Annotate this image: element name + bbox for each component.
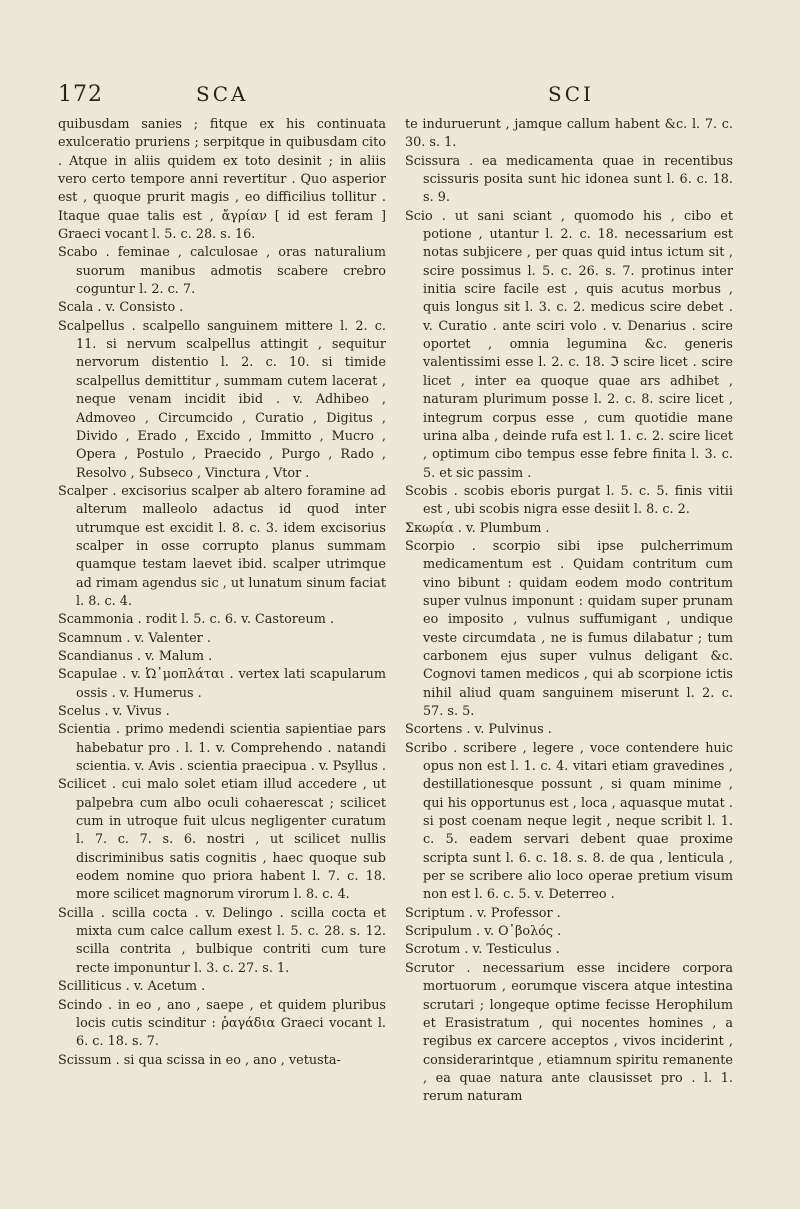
continuation-text: quibusdam sanies ; fitque ex his continuata exulceratio pruriens ; serpitque in quibusdam cito . Atque in aliis quidem ex toto desinit ; in aliis vero certo tempore anni revertitur . Quo asperior est , quoque prurit magis , eo difficilius tollitur . Itaque quae talis est , ἄγρίαν [ id est feram ] Graeci vocant l. 5. c. 28. s. 16. <box>58 117 386 243</box>
entry-scammonia: Scammonia . rodit l. 5. c. 6. v. Castoreum . <box>58 612 334 628</box>
entry-scriptum: Scriptum . v. Professor . <box>405 905 561 921</box>
entry-scandianus: Scandianus . v. Malum . <box>58 648 213 664</box>
entry-scissum: Scissum . si qua scissa in eo , ano , vetusta- <box>58 1052 341 1068</box>
left-column <box>58 116 386 1070</box>
entry-scripulum: Scripulum . v. Ο᾽βολός . <box>405 924 562 940</box>
entry-scabo: Scabo . feminae , calculosae , oras naturalium suorum manibus admotis scabere crebro coguntur l. 2. c. 7. <box>58 245 386 298</box>
entry-scobis: Scobis . scobis eboris purgat l. 5. c. 5. finis vitii est , ubi scobis nigra esse desiit l. 8. c. 2. <box>405 483 733 518</box>
entry-scindo: Scindo . in eo , ano , saepe , et quidem pluribus locis cutis scinditur : ῥαγάδια Graeci vocant l. 6. c. 18. s. 7. <box>58 997 386 1050</box>
entry-scalper: Scalper . excisorius scalper ab altero foramine ad alterum malleolo adactus id quod inter utrumque est excidit l. 8. c. 3. idem excisorius scalper in osse corrupto planus summam quamque testam laevet ibid. scalper utrimque ad rimam agendus sic , ut lunatum sinum faciat l. 8. c. 4. <box>58 483 386 609</box>
entry-scientia: Scientia . primo medendi scientia sapientiae pars habebatur pro . l. 1. v. Comprehendo . natandi scientia. v. Avis . scientia praecipua . v. Psyllus . <box>58 722 386 775</box>
page-number: 172 <box>58 82 103 107</box>
entry-scalpellus: Scalpellus . scalpello sanguinem mittere l. 2. c. 11. si nervum scalpellus attingit , sequitur nervorum distentio l. 2. c. 10. si timide scalpellus demittitur , summam cutem lacerat , neque venam incidit ibid . v. Adhibeo , Admoveo , Circumcido , Curatio , Digitus , Divido , Erado , Excido , Immitto , Mucro , Opera , Postulo , Praecido , Purgo , Rado , Resolvo , Subseco , Vinctura , Vtor . <box>58 318 386 481</box>
entry-scelus: Scelus . v. Vivus . <box>58 704 170 719</box>
continuation-text: te induruerunt , jamque callum habent &c. l. 7. c. 30. s. 1. <box>405 117 733 151</box>
entry-scissura: Scissura . ea medicamenta quae in recentibus scissuris posita sunt hic idonea sunt l. 6. c. 18. s. 9. <box>405 153 733 206</box>
entry-scio: Scio . ut sani sciant , quomodo his , cibo et potione , utantur l. 2. c. 18. necessarium est notas subjicere , per quas quid intus ictum sit , scire possimus l. 5. c. 26. s. 7. protinus inter initia scire facile est , quis acutus morbus , quis longus sit l. 3. c. 2. medicus scire debet . v. Curatio . ante sciri volo . v. Denarius . scire oportet , omnia legumina &c. generis valentissimi esse l. 2. c. 18. ℑ scire licet . scire licet , inter ea quoque quae ars adhibet , naturam plurimum posse l. 2. c. 8. scire licet , integrum corpus esse , cum quotidie mane urina alba , deinde rufa est l. 1. c. 2. scire licet , optimum cibo tempus esse febre finita l. 3. c. 5. et sic passim . <box>405 208 733 481</box>
running-head-right: SCI <box>548 82 594 106</box>
entry-scortens: Scortens . v. Pulvinus . <box>405 722 552 738</box>
entry-scala: Scala . v. Consisto . <box>58 300 184 316</box>
entry-scorpio: Scorpio . scorpio sibi ipse pulcherrimum medicamentum est . Quidam contritum cum vino bibunt : quidam eodem modo contritum super vulnus imponunt : quidam super prunam eo imposito , vulnus suffumigant , undique veste circumdata , ne is fumus dilabatur ; tum carbonem ejus super vulnus deligant &c. Cognovi tamen medicos , qui ab scorpione ictis nihil aliud quam sanguinem miserunt l. 2. c. 57. s. 5. <box>405 538 733 719</box>
page-header <box>58 82 758 116</box>
entry-scilliticus: Scilliticus . v. Acetum . <box>58 979 206 995</box>
entry-scilicet: Scilicet . cui malo solet etiam illud accedere , ut palpebra cum albo oculi cohaerescat ; scilicet cum in utroque fuit ulcus negligenter curatum l. 7. c. 7. s. 6. nostri , ut scilicet nullis discriminibus satis cognitis , haec quoque sub eodem nomine quo priora habent l. 7. c. 18. more scilicet magnorum virorum l. 8. c. 4. <box>58 777 386 903</box>
entry-scrotum: Scrotum . v. Testiculus . <box>405 942 560 958</box>
entry-scrutor: Scrutor . necessarium esse incidere corpora mortuorum , eorumque viscera atque intestina scrutari ; longeque optime fecisse Herophilum et Erasistratum , qui nocentes homines , a regibus ex carcere acceptos , vivos inciderint , considerarintque , etiamnum spiritu remanente , ea quae natura ante clausisset pro . l. 1. rerum naturam <box>405 960 733 1105</box>
right-column <box>405 116 733 1107</box>
entry-scribo: Scribo . scribere , legere , voce contendere huic opus non est l. 1. c. 4. vitari etiam gravedines , destillationesque possunt , si quam minime , qui his opportunus est , loca , aquasque mutat . si post coenam neque legit , neque scribit l. 1. c. 5. eadem servari debent quae proxime scripta sunt l. 6. c. 18. s. 8. de qua , lenticula , per se scribere alio loco operae pretium visum non est l. 6. c. 5. v. Deterreo . <box>405 740 733 903</box>
entry-scapulae: Scapulae . v. Ὠ᾽μοπλάται . vertex lati scapularum ossis . v. Humerus . <box>58 667 386 701</box>
entry-skoria: Σκωρία . v. Plumbum . <box>405 520 550 536</box>
running-head-left: SCA <box>196 82 249 106</box>
entry-scamnum: Scamnum . v. Valenter . <box>58 630 211 646</box>
entry-scilla: Scilla . scilla cocta . v. Delingo . scilla cocta et mixta cum calce callum exest l. 5. c. 28. s. 12. scilla contrita , bulbique contriti cum ture recte imponuntur l. 3. c. 27. s. 1. <box>58 905 386 976</box>
